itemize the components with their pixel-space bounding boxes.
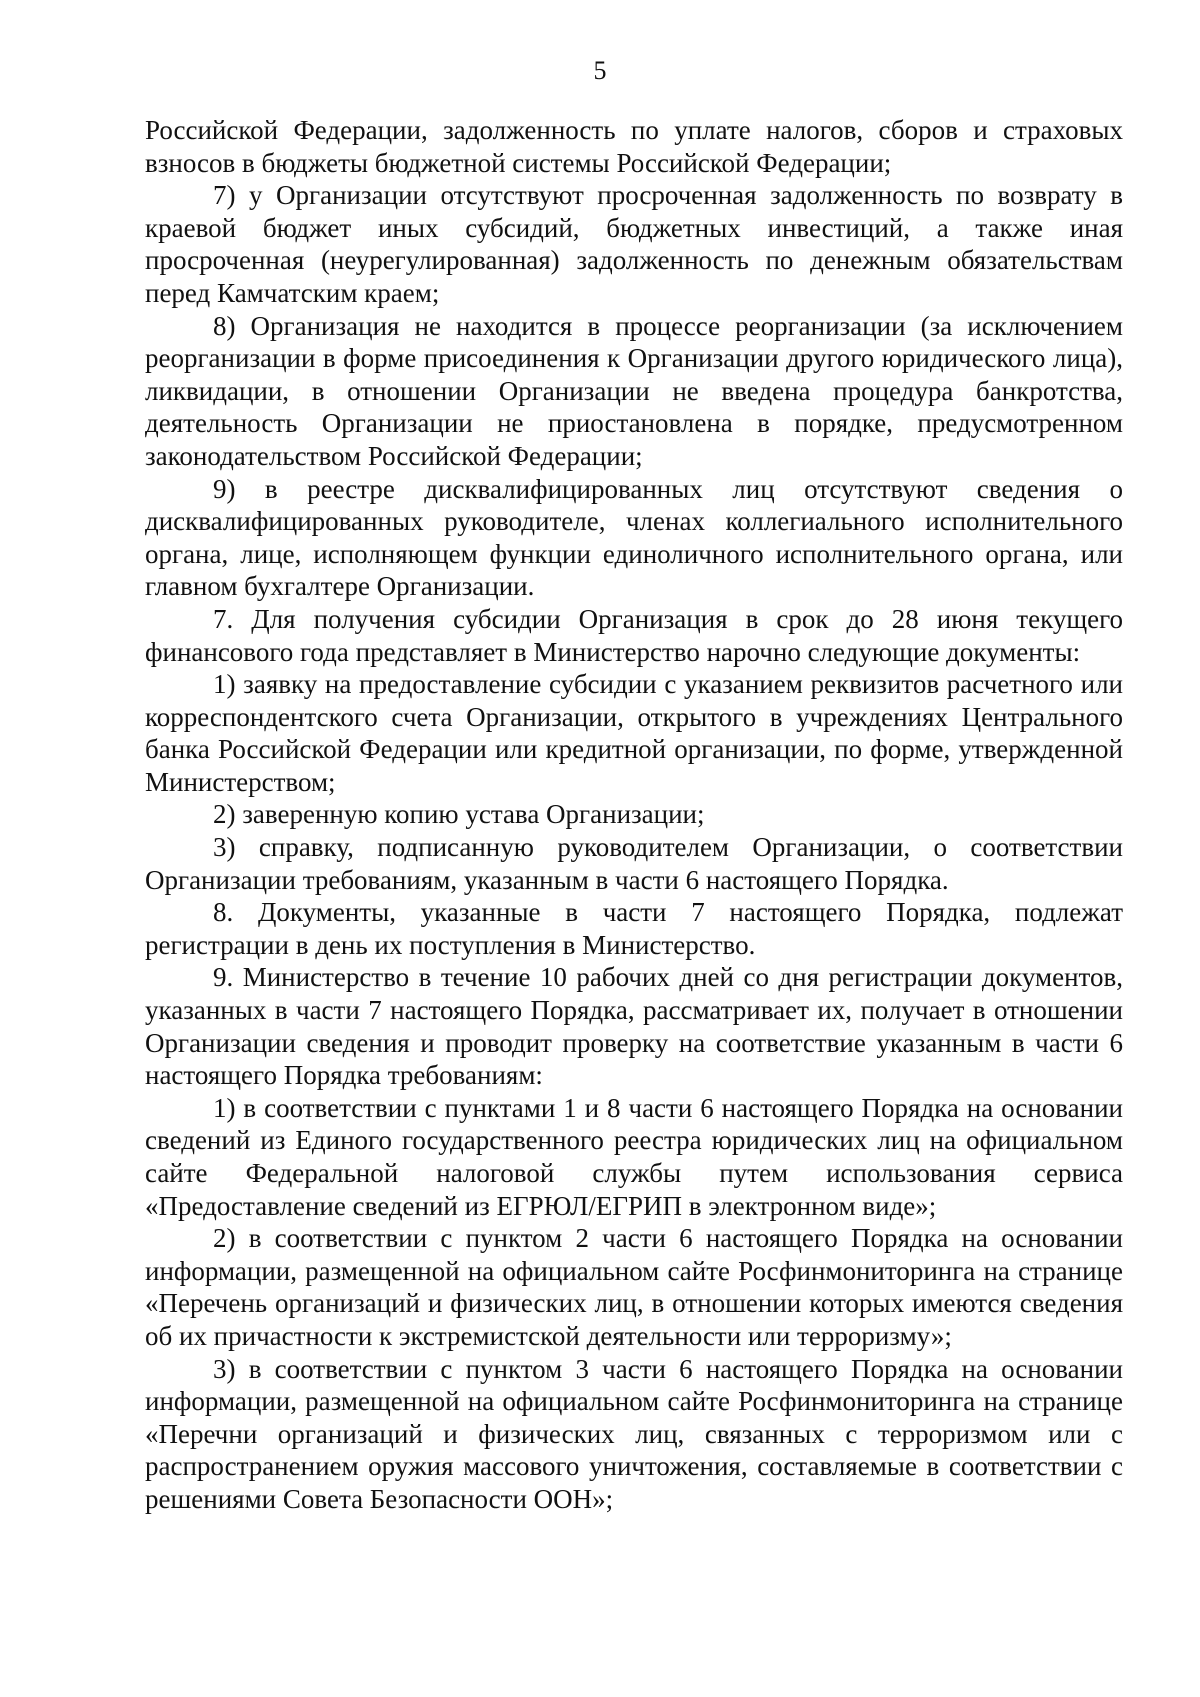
page-number: 5 [593,56,607,85]
paragraph-section-9-item-2: 2) в соответствии с пунктом 2 части 6 настоящего Порядка на основании информации, размещенной на официальном сайте Росфинмониторинга на странице «Перечень организаций и физических лиц, в отношении которых имеются сведения об их причастности к экстремистской деятельности или терроризму»; [145,1223,1123,1351]
paragraph-section-9-item-1: 1) в соответствии с пунктами 1 и 8 части 6 настоящего Порядка на основании сведений из Единого государственного реестра юридических лиц на официальном сайте Федеральной налоговой службы путем использования сервиса «Предоставление сведений из ЕГРЮЛ/ЕГРИП в электронном виде»; [145,1092,1123,1221]
paragraph-section-9: 9. Министерство в течение 10 рабочих дней со дня регистрации документов, указанных в части 7 настоящего Порядка, рассматривает их, получает в отношении Организации сведения и проводит проверку на соответствие указанным в части 6 настоящего Порядка требованиям: [145,962,1123,1091]
paragraph-section-9-item-3: 3) в соответствии с пунктом 3 части 6 настоящего Порядка на основании информации, размещенной на официальном сайте Росфинмониторинга на странице «Перечни организаций и физических лиц, связанных с терроризмом или с распространением оружия массового уничтожения, составляемые в соответствии с решениями Совета Безопасности ООН»; [145,1353,1123,1514]
paragraph-item-8: 8) Организация не находится в процессе реорганизации (за исключением реорганизации в форме присоединения к Организации другого юридического лица), ликвидации, в отношении Организации не введена процедура банкротства, деятельность Организации не приостановлена в порядке, предусмотренном законодательством Российской Федерации; [145,310,1123,471]
paragraph-section-7: 7. Для получения субсидии Организация в срок до 28 июня текущего финансового года представляет в Министерство нарочно следующие документы: [145,603,1123,667]
paragraph-section-7-item-1: 1) заявку на предоставление субсидии с указанием реквизитов расчетного или корреспондентского счета Организации, открытого в учреждениях Центрального банка Российской Федерации или кредитной организации, по форме, утвержденной Министерством; [145,669,1123,797]
paragraph-section-7-item-2: 2) заверенную копию устава Организации; [213,799,705,830]
document-body [145,114,1123,1516]
paragraph-item-9: 9) в реестре дисквалифицированных лиц отсутствуют сведения о дисквалифицированных руководителе, членах коллегиального исполнительного органа, лице, исполняющем функции единоличного исполнительного органа, или главном бухгалтере Организации. [145,473,1123,602]
paragraph-section-7-item-3: 3) справку, подписанную руководителем Организации, о соответствии Организации требованиям, указанным в части 6 настоящего Порядка. [145,832,1123,895]
paragraph-item-7: 7) у Организации отсутствуют просроченная задолженность по возврату в краевой бюджет иных субсидий, бюджетных инвестиций, а также иная просроченная (неурегулированная) задолженность по денежным обязательствам перед Камчатским краем; [145,180,1123,308]
paragraph-section-8: 8. Документы, указанные в части 7 настоящего Порядка, подлежат регистрации в день их поступления в Министерство. [145,897,1123,960]
paragraph-continuation: Российской Федерации, задолженность по уплате налогов, сборов и страховых взносов в бюджеты бюджетной системы Российской Федерации; [145,115,1123,178]
